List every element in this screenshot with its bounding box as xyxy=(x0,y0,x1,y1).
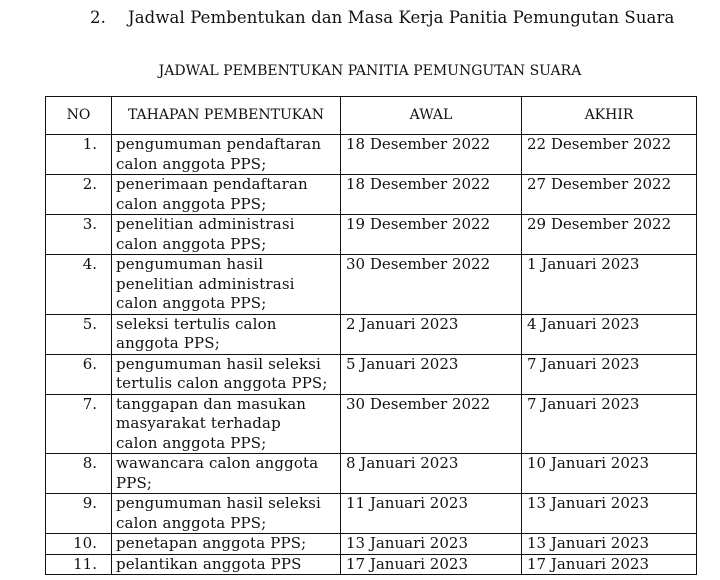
row-akhir: 29 Desember 2022 xyxy=(522,215,697,255)
tahapan-line: pengumuman hasil seleksi xyxy=(116,354,321,373)
row-awal: 18 Desember 2022 xyxy=(341,135,522,175)
row-number: 3. xyxy=(46,215,112,255)
table-row xyxy=(46,354,697,394)
row-awal: 8 Januari 2023 xyxy=(341,454,522,494)
tahapan-line: calon anggota PPS; xyxy=(116,194,267,213)
table-row xyxy=(46,135,697,175)
row-akhir: 7 Januari 2023 xyxy=(522,354,697,394)
table-row xyxy=(46,175,697,215)
row-akhir: 27 Desember 2022 xyxy=(522,175,697,215)
row-number: 5. xyxy=(46,314,112,354)
tahapan-line: anggota PPS; xyxy=(116,334,220,352)
row-awal: 2 Januari 2023 xyxy=(341,314,522,354)
tahapan-line: tanggapan dan masukan xyxy=(116,394,307,413)
tahapan-line: tertulis calon anggota PPS; xyxy=(116,374,328,392)
schedule-table xyxy=(45,96,697,575)
row-tahapan xyxy=(112,554,341,575)
table-row xyxy=(46,554,697,575)
tahapan-line: pengumuman hasil seleksi xyxy=(116,494,321,512)
row-awal: 5 Januari 2023 xyxy=(341,354,522,394)
tahapan-line: pengumuman hasil xyxy=(116,255,264,273)
row-number: 4. xyxy=(46,255,112,315)
row-awal: 11 Januari 2023 xyxy=(341,494,522,534)
row-number: 9. xyxy=(46,494,112,534)
tahapan-line: wawancara calon anggota xyxy=(116,454,319,472)
row-tahapan xyxy=(112,394,341,454)
table-header-row xyxy=(46,97,697,135)
row-akhir: 1 Januari 2023 xyxy=(522,255,697,315)
tahapan-line: PPS; xyxy=(116,473,153,492)
row-awal: 30 Desember 2022 xyxy=(341,255,522,315)
header-tahapan: TAHAPAN PEMBENTUKAN xyxy=(112,97,341,135)
row-tahapan xyxy=(112,215,341,255)
tahapan-line: seleksi tertulis calon xyxy=(116,314,277,333)
row-tahapan xyxy=(112,454,341,494)
table-body xyxy=(46,135,697,575)
row-akhir: 10 Januari 2023 xyxy=(522,454,697,494)
row-tahapan xyxy=(112,255,341,315)
table-row xyxy=(46,394,697,454)
table-row xyxy=(46,494,697,534)
row-awal: 19 Desember 2022 xyxy=(341,215,522,255)
row-tahapan xyxy=(112,175,341,215)
header-akhir: AKHIR xyxy=(522,97,697,135)
table-row xyxy=(46,534,697,555)
row-number: 10. xyxy=(46,534,112,555)
row-akhir: 13 Januari 2023 xyxy=(522,494,697,534)
row-awal: 17 Januari 2023 xyxy=(341,554,522,575)
tahapan-line: masyarakat terhadap xyxy=(116,414,281,432)
row-tahapan xyxy=(112,534,341,555)
row-awal: 18 Desember 2022 xyxy=(341,175,522,215)
table-row xyxy=(46,454,697,494)
row-tahapan xyxy=(112,314,341,354)
section-number: 2. xyxy=(90,8,106,27)
row-number: 6. xyxy=(46,354,112,394)
row-tahapan xyxy=(112,494,341,534)
row-awal: 13 Januari 2023 xyxy=(341,534,522,555)
table-row xyxy=(46,255,697,315)
tahapan-line: pelantikan anggota PPS xyxy=(116,554,302,573)
row-number: 11. xyxy=(46,554,112,575)
row-number: 8. xyxy=(46,454,112,494)
tahapan-line: penelitian administrasi xyxy=(116,215,295,233)
row-tahapan xyxy=(112,135,341,175)
row-number: 1. xyxy=(46,135,112,175)
tahapan-line: penelitian administrasi xyxy=(116,274,295,293)
table-title: JADWAL PEMBENTUKAN PANITIA PEMUNGUTAN SUARA xyxy=(158,63,582,79)
table-row xyxy=(46,215,697,255)
tahapan-line: calon anggota PPS; xyxy=(116,154,267,173)
section-heading xyxy=(90,8,674,27)
tahapan-line: calon anggota PPS; xyxy=(116,294,267,312)
tahapan-line: pengumuman pendaftaran xyxy=(116,135,322,153)
row-akhir: 13 Januari 2023 xyxy=(522,534,697,555)
row-akhir: 4 Januari 2023 xyxy=(522,314,697,354)
section-title: Jadwal Pembentukan dan Masa Kerja Panitia Pemungutan Suara xyxy=(128,8,675,27)
row-number: 7. xyxy=(46,394,112,454)
tahapan-line: calon anggota PPS; xyxy=(116,433,267,452)
row-akhir: 17 Januari 2023 xyxy=(522,554,697,575)
tahapan-line: calon anggota PPS; xyxy=(116,513,267,532)
row-number: 2. xyxy=(46,175,112,215)
tahapan-line: calon anggota PPS; xyxy=(116,234,267,253)
row-akhir: 7 Januari 2023 xyxy=(522,394,697,454)
header-no: NO xyxy=(46,97,112,135)
row-tahapan xyxy=(112,354,341,394)
tahapan-line: penetapan anggota PPS; xyxy=(116,534,307,552)
table-row xyxy=(46,314,697,354)
tahapan-line: penerimaan pendaftaran xyxy=(116,175,308,193)
row-akhir: 22 Desember 2022 xyxy=(522,135,697,175)
header-awal: AWAL xyxy=(341,97,522,135)
row-awal: 30 Desember 2022 xyxy=(341,394,522,454)
